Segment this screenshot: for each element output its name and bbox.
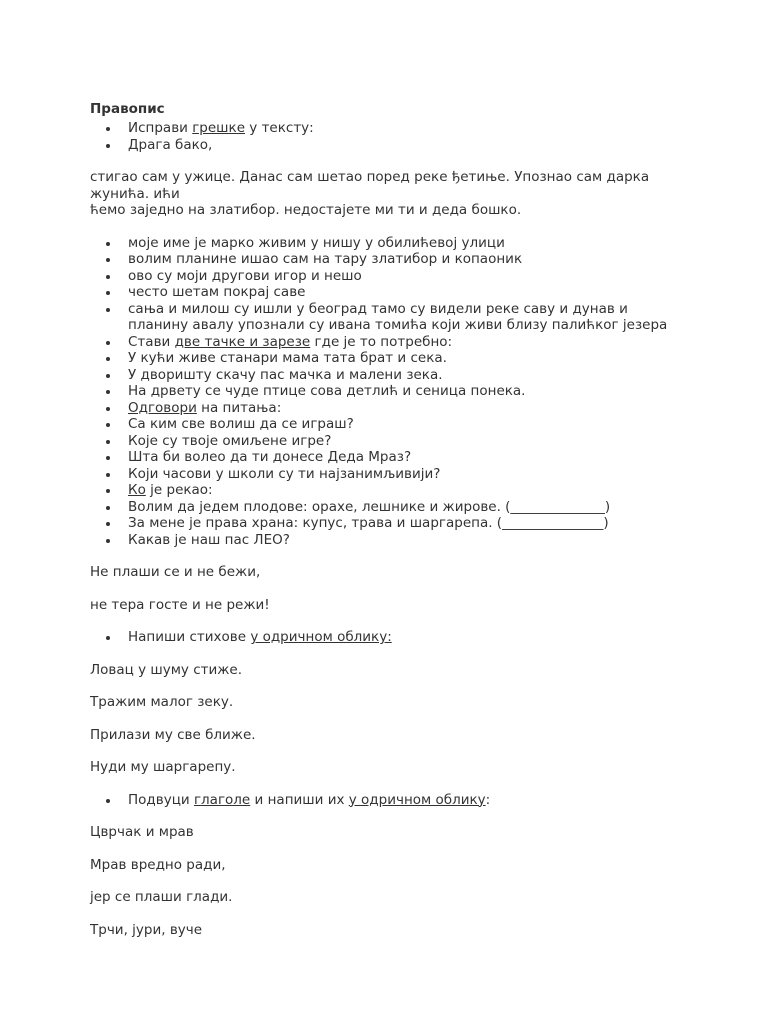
verse-line: не тера госте и не режи! <box>90 596 270 613</box>
item-text: : <box>485 791 491 808</box>
list-item <box>90 367 690 384</box>
item-text: Које су твоје омиљене игре? <box>128 432 332 449</box>
letter-line: стигао сам у ужице. Данас сам шетао поред реке ђетиње. Упознао сам дарка жунића. ићи <box>90 169 650 202</box>
item-text: ово су моји другови игор и нешо <box>128 267 362 284</box>
bullet-list-4 <box>90 792 690 809</box>
list-item <box>90 466 690 483</box>
page-title: Правопис <box>90 101 165 117</box>
underlined-text: Одговори <box>128 399 197 416</box>
item-text: Волим да једем плодове: орахе, лешнике и жирове. (______________) <box>128 498 611 515</box>
item-text: у тексту: <box>245 120 314 136</box>
underlined-text: грешке <box>192 120 245 136</box>
verse-line: Тражим малог зеку. <box>90 694 234 710</box>
verse-line: Мрав вредно ради, <box>90 856 226 873</box>
bullet-list-3 <box>90 629 690 646</box>
list-item <box>90 532 690 549</box>
verse-line: Трчи, јури, вуче <box>90 921 203 938</box>
item-text: Који часови у школи су ти најзанимљивији? <box>128 465 441 482</box>
letter-paragraph <box>90 169 690 219</box>
list-item <box>90 284 690 301</box>
verse-block-2 <box>90 662 690 776</box>
underlined-text: две тачке и зарезе <box>174 333 311 350</box>
item-text: Шта би волео да ти донесе Деда Мраз? <box>128 449 412 465</box>
verse-line: Цврчак и мрав <box>90 824 194 840</box>
list-item <box>90 251 690 268</box>
verse-block-1 <box>90 564 690 613</box>
list-item <box>90 629 690 646</box>
item-text: волим планине ишао сам на тару златибор и копаоник <box>128 251 523 267</box>
item-text: На дрвету се чуде птице сова детлић и сеница понека. <box>128 383 526 399</box>
item-text: Стави <box>128 333 175 350</box>
item-text: Исправи <box>128 120 193 136</box>
item-text: У кући живе станари мама тата брат и сека. <box>128 350 447 366</box>
verse-line: Нуди му шаргарепу. <box>90 759 236 775</box>
list-item <box>90 449 690 466</box>
verse-line: Не плаши се и не бежи, <box>90 564 261 580</box>
list-item <box>90 416 690 433</box>
document-page <box>90 98 690 938</box>
item-text: често шетам покрај саве <box>128 284 306 300</box>
list-item <box>90 499 690 516</box>
underlined-text: Ко <box>128 482 146 498</box>
item-text: У дворишту скачу пас мачка и малени зека. <box>128 366 443 383</box>
item-text: Какав је наш пас ЛЕО? <box>128 531 290 548</box>
list-item <box>90 400 690 417</box>
item-text: моје име је марко живим у нишу у обилићевој улици <box>128 234 505 251</box>
list-item <box>90 120 690 137</box>
list-item <box>90 482 690 499</box>
list-item <box>90 268 690 285</box>
item-text: и напиши их <box>250 791 349 808</box>
bullet-list-1 <box>90 120 690 153</box>
list-item <box>90 334 690 351</box>
underlined-text: у одричном облику <box>348 791 486 808</box>
list-item <box>90 137 690 154</box>
list-item <box>90 433 690 450</box>
list-item <box>90 515 690 532</box>
item-text: Подвуци <box>128 791 194 808</box>
bullet-list-2 <box>90 235 690 549</box>
verse-line: јер се плаши глади. <box>90 889 233 905</box>
item-text: Са ким све волиш да се играш? <box>128 416 354 432</box>
list-item <box>90 792 690 809</box>
underlined-text: у одричном облику: <box>250 629 392 645</box>
list-item <box>90 350 690 367</box>
underlined-text: глаголе <box>193 791 251 808</box>
list-item <box>90 301 690 334</box>
item-text: Драга бако, <box>128 136 213 153</box>
item-text: на питања: <box>196 399 282 416</box>
item-text: За мене је права храна: купус, трава и шаргарепа. (_______________) <box>128 515 609 531</box>
verse-line: Прилази му све ближе. <box>90 726 256 743</box>
list-item <box>90 235 690 252</box>
item-text: где је то потребно: <box>310 333 453 350</box>
item-text: сања и милош су ишли у београд тамо су видели реке саву и дунав и планину авалу упознали су ивана томића који живи близу палићког језера <box>128 300 668 333</box>
verse-line: Ловац у шуму стиже. <box>90 661 243 678</box>
verse-block-3 <box>90 824 690 938</box>
letter-line: ћемо заједно на златибор. недостајете ми ти и деда бошко. <box>90 202 522 218</box>
item-text: је рекао: <box>145 482 213 498</box>
list-item <box>90 383 690 400</box>
item-text: Напиши стихове <box>128 629 251 645</box>
